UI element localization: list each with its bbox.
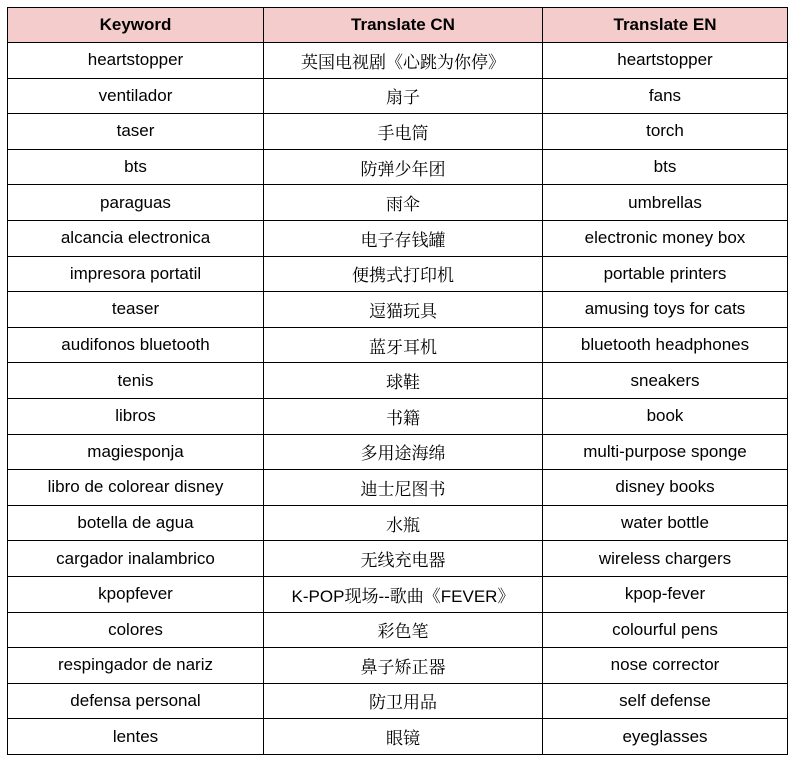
header-row — [8, 8, 788, 43]
table-row — [8, 78, 788, 114]
table-container — [7, 7, 788, 755]
cell-keyword: colores — [8, 612, 264, 648]
cell-translate-cn: 便携式打印机 — [264, 256, 543, 292]
cell-keyword: impresora portatil — [8, 256, 264, 292]
cell-translate-en: bts — [543, 149, 788, 185]
table-row — [8, 648, 788, 684]
table-row — [8, 256, 788, 292]
cell-translate-en: bluetooth headphones — [543, 327, 788, 363]
cell-translate-en: self defense — [543, 683, 788, 719]
cell-translate-cn: 防卫用品 — [264, 683, 543, 719]
table-header — [8, 8, 788, 43]
cell-translate-cn: 雨伞 — [264, 185, 543, 221]
table-row — [8, 149, 788, 185]
cell-translate-en: book — [543, 398, 788, 434]
cell-keyword: respingador de nariz — [8, 648, 264, 684]
table-body — [8, 43, 788, 755]
cell-translate-cn: 彩色笔 — [264, 612, 543, 648]
table-row — [8, 576, 788, 612]
cell-keyword: libros — [8, 398, 264, 434]
cell-translate-cn: 水瓶 — [264, 505, 543, 541]
table-row — [8, 220, 788, 256]
header-translate-cn: Translate CN — [264, 8, 543, 43]
header-translate-en: Translate EN — [543, 8, 788, 43]
cell-translate-cn: 无线充电器 — [264, 541, 543, 577]
cell-keyword: ventilador — [8, 78, 264, 114]
cell-translate-cn: K-POP现场--歌曲《FEVER》 — [264, 576, 543, 612]
table-row — [8, 541, 788, 577]
cell-keyword: alcancia electronica — [8, 220, 264, 256]
cell-translate-en: heartstopper — [543, 43, 788, 79]
cell-translate-en: multi-purpose sponge — [543, 434, 788, 470]
cell-keyword: kpopfever — [8, 576, 264, 612]
cell-translate-cn: 扇子 — [264, 78, 543, 114]
cell-translate-en: water bottle — [543, 505, 788, 541]
table-row — [8, 327, 788, 363]
cell-keyword: lentes — [8, 719, 264, 755]
cell-keyword: libro de colorear disney — [8, 470, 264, 506]
table-row — [8, 470, 788, 506]
table-row — [8, 719, 788, 755]
table-row — [8, 43, 788, 79]
cell-keyword: taser — [8, 114, 264, 150]
table-row — [8, 398, 788, 434]
cell-translate-en: wireless chargers — [543, 541, 788, 577]
cell-keyword: cargador inalambrico — [8, 541, 264, 577]
table-row — [8, 683, 788, 719]
cell-translate-en: fans — [543, 78, 788, 114]
cell-keyword: heartstopper — [8, 43, 264, 79]
cell-keyword: tenis — [8, 363, 264, 399]
cell-translate-en: umbrellas — [543, 185, 788, 221]
cell-keyword: botella de agua — [8, 505, 264, 541]
cell-translate-cn: 迪士尼图书 — [264, 470, 543, 506]
table-row — [8, 185, 788, 221]
cell-translate-cn: 球鞋 — [264, 363, 543, 399]
cell-translate-en: colourful pens — [543, 612, 788, 648]
cell-translate-en: kpop-fever — [543, 576, 788, 612]
cell-translate-cn: 逗猫玩具 — [264, 292, 543, 328]
cell-translate-cn: 手电筒 — [264, 114, 543, 150]
table-row — [8, 114, 788, 150]
cell-keyword: teaser — [8, 292, 264, 328]
cell-keyword: audifonos bluetooth — [8, 327, 264, 363]
header-keyword: Keyword — [8, 8, 264, 43]
cell-translate-en: torch — [543, 114, 788, 150]
cell-keyword: paraguas — [8, 185, 264, 221]
cell-translate-cn: 眼镜 — [264, 719, 543, 755]
cell-translate-en: portable printers — [543, 256, 788, 292]
cell-keyword: magiesponja — [8, 434, 264, 470]
cell-translate-en: disney books — [543, 470, 788, 506]
cell-translate-cn: 书籍 — [264, 398, 543, 434]
cell-translate-cn: 防弹少年团 — [264, 149, 543, 185]
cell-keyword: bts — [8, 149, 264, 185]
cell-translate-cn: 鼻子矫正器 — [264, 648, 543, 684]
cell-translate-en: sneakers — [543, 363, 788, 399]
table-row — [8, 434, 788, 470]
table-row — [8, 292, 788, 328]
cell-translate-en: electronic money box — [543, 220, 788, 256]
cell-keyword: defensa personal — [8, 683, 264, 719]
cell-translate-en: eyeglasses — [543, 719, 788, 755]
cell-translate-en: amusing toys for cats — [543, 292, 788, 328]
cell-translate-cn: 电子存钱罐 — [264, 220, 543, 256]
table-row — [8, 363, 788, 399]
cell-translate-cn: 多用途海绵 — [264, 434, 543, 470]
cell-translate-cn: 英国电视剧《心跳为你停》 — [264, 43, 543, 79]
cell-translate-cn: 蓝牙耳机 — [264, 327, 543, 363]
cell-translate-en: nose corrector — [543, 648, 788, 684]
table-row — [8, 612, 788, 648]
keyword-translation-table — [7, 7, 788, 755]
table-row — [8, 505, 788, 541]
